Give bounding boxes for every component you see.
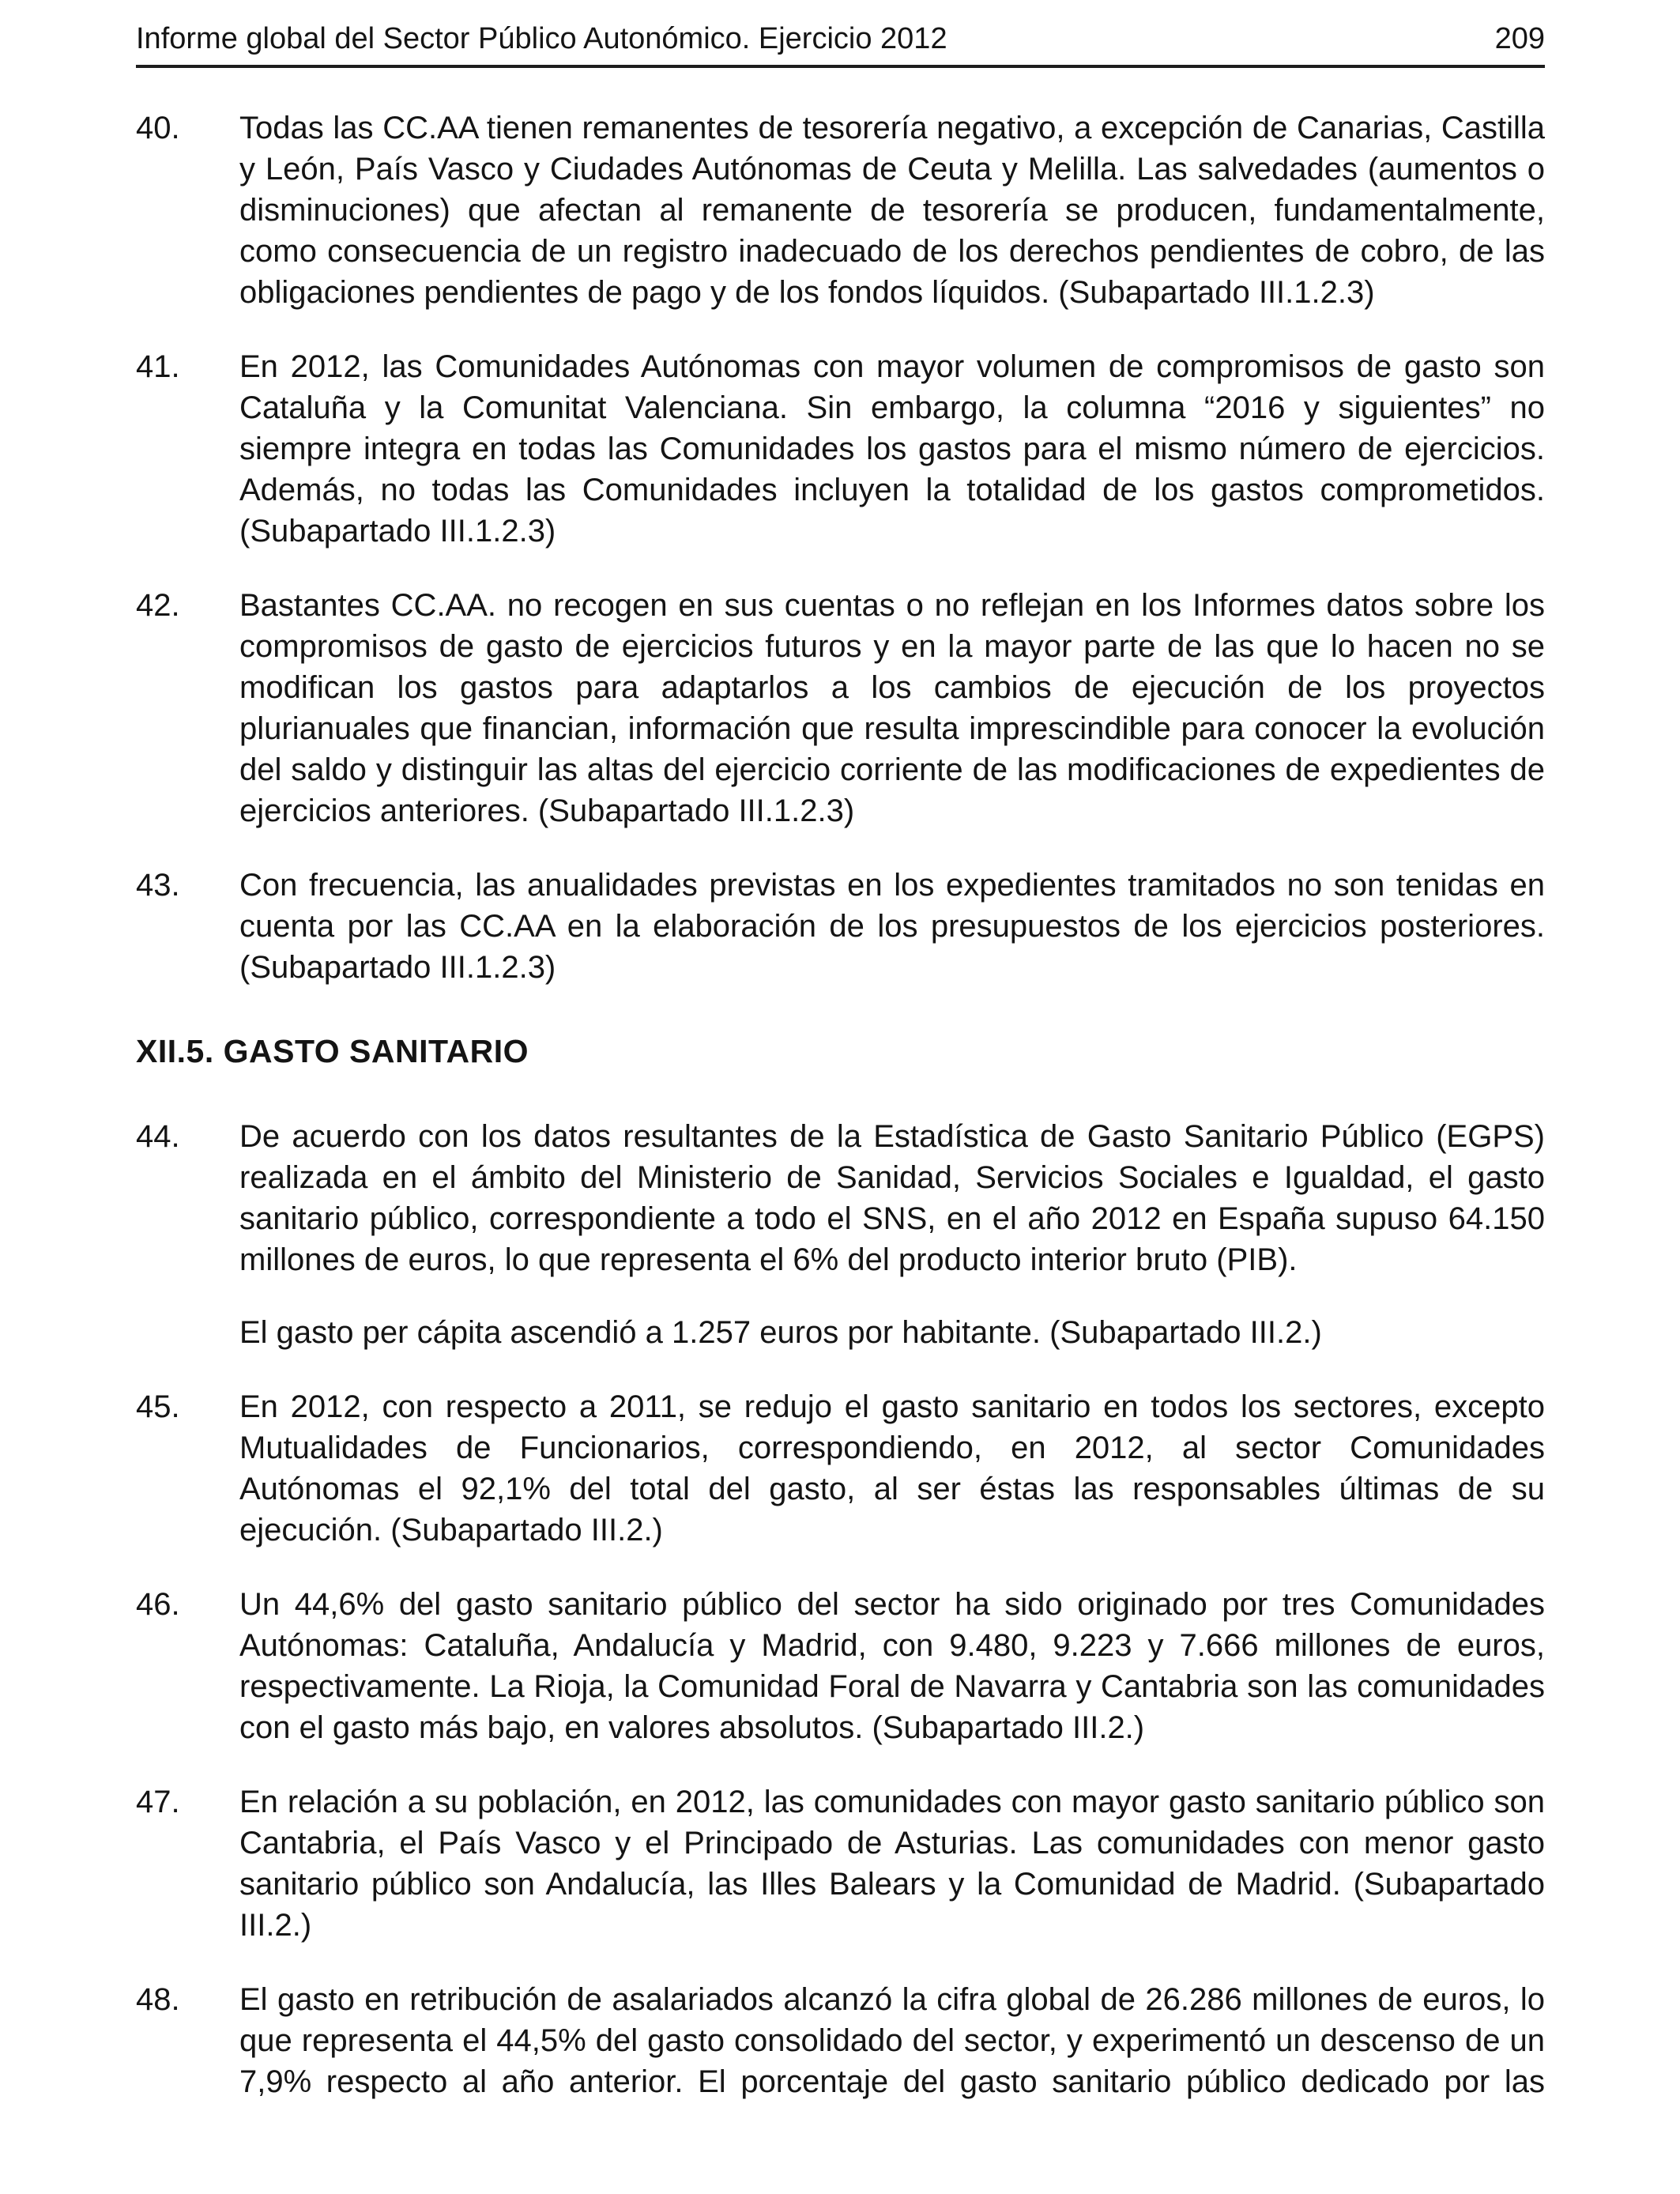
paragraph-number: 40. [136,111,180,145]
paragraph-text-main: De acuerdo con los datos resultantes de la Estadística de Gasto Sanitario Público (EGPS) realizada en el ámbito del Ministerio de Sanidad, Servicios Sociales e Igualdad, el gasto sanitario público, correspondiente a todo el SNS, en el año 2012 en España supuso 64.150 millones de euros, lo que representa el 6% del producto interior bruto (PIB). [239,1119,1545,1277]
paragraph-47 [136,1781,1545,1946]
paragraph-number: 48. [136,1982,180,2017]
paragraph-number: 44. [136,1119,180,1154]
header-page-number: 209 [1494,22,1545,55]
paragraph-46 [136,1584,1545,1748]
paragraph-number: 45. [136,1389,180,1424]
paragraph-text: En 2012, con respecto a 2011, se redujo el gasto sanitario en todos los sectores, excepto Mutualidades de Funcionarios, correspondiendo, en 2012, al sector Comunidades Autónomas el 92,1% del total del gasto, al ser éstas las responsables últimas de su ejecución. (Subapartado III.2.) [239,1389,1545,1547]
paragraph-number: 47. [136,1785,180,1819]
paragraph-text [239,1116,1545,1353]
paragraph-text: Un 44,6% del gasto sanitario público del sector ha sido originado por tres Comunidades Autónomas: Cataluña, Andalucía y Madrid, con 9.480, 9.223 y 7.666 millones de euros, respectivamente. La Rioja, la Comunidad Foral de Navarra y Cantabria son las comunidades con el gasto más bajo, en valores absolutos. (Subapartado III.2.) [239,1587,1545,1745]
paragraph-40 [136,107,1545,313]
paragraph-text-continuation: El gasto per cápita ascendió a 1.257 euros por habitante. (Subapartado III.2.) [239,1315,1322,1350]
paragraph-text: Con frecuencia, las anualidades previstas en los expedientes tramitados no son tenidas en cuenta por las CC.AA en la elaboración de los presupuestos de los ejercicios posteriores. (Subapartado III.1.2.3) [239,868,1545,985]
section-heading: XII.5. GASTO SANITARIO [136,1033,529,1069]
paragraph-43 [136,865,1545,988]
paragraph-number: 42. [136,588,180,623]
page-header [136,21,1545,57]
paragraph-number: 43. [136,868,180,903]
paragraph-44 [136,1116,1545,1353]
page-body [136,107,1545,2102]
header-title: Informe global del Sector Público Autonómico. Ejercicio 2012 [136,22,947,55]
paragraph-text: El gasto en retribución de asalariados alcanzó la cifra global de 26.286 millones de euros, lo que representa el 44,5% del gasto consolidado del sector, y experimentó un descenso de un 7,9% respecto al año anterior. El porcentaje del gasto sanitario público dedicado por las [239,1982,1545,2099]
paragraph-text: En 2012, las Comunidades Autónomas con mayor volumen de compromisos de gasto son Cataluña y la Comunitat Valenciana. Sin embargo, la columna “2016 y siguientes” no siempre integra en todas las Comunidades los gastos para el mismo número de ejercicios. Además, no todas las Comunidades incluyen la totalidad de los gastos comprometidos. (Subapartado III.1.2.3) [239,349,1545,548]
paragraph-number: 46. [136,1587,180,1622]
paragraph-text: En relación a su población, en 2012, las comunidades con mayor gasto sanitario público son Cantabria, el País Vasco y el Principado de Asturias. Las comunidades con menor gasto sanitario público son Andalucía, las Illes Balears y la Comunidad de Madrid. (Subapartado III.2.) [239,1785,1545,1943]
paragraph-42 [136,585,1545,831]
paragraph-48 [136,1979,1545,2102]
paragraph-41 [136,346,1545,552]
header-rule [136,65,1545,68]
paragraph-text: Todas las CC.AA tienen remanentes de tesorería negativo, a excepción de Canarias, Castilla y León, País Vasco y Ciudades Autónomas de Ceuta y Melilla. Las salvedades (aumentos o disminuciones) que afectan al remanente de tesorería se producen, fundamentalmente, como consecuencia de un registro inadecuado de los derechos pendientes de cobro, de las obligaciones pendientes de pago y de los fondos líquidos. (Subapartado III.1.2.3) [239,111,1545,310]
paragraph-text: Bastantes CC.AA. no recogen en sus cuentas o no reflejan en los Informes datos sobre los compromisos de gasto de ejercicios futuros y en la mayor parte de las que lo hacen no se modifican los gastos para adaptarlos a los cambios de ejecución de los proyectos plurianuales que financian, información que resulta imprescindible para conocer la evolución del saldo y distinguir las altas del ejercicio corriente de las modificaciones de expedientes de ejercicios anteriores. (Subapartado III.1.2.3) [239,588,1545,828]
paragraph-number: 41. [136,349,180,384]
paragraph-45 [136,1386,1545,1551]
